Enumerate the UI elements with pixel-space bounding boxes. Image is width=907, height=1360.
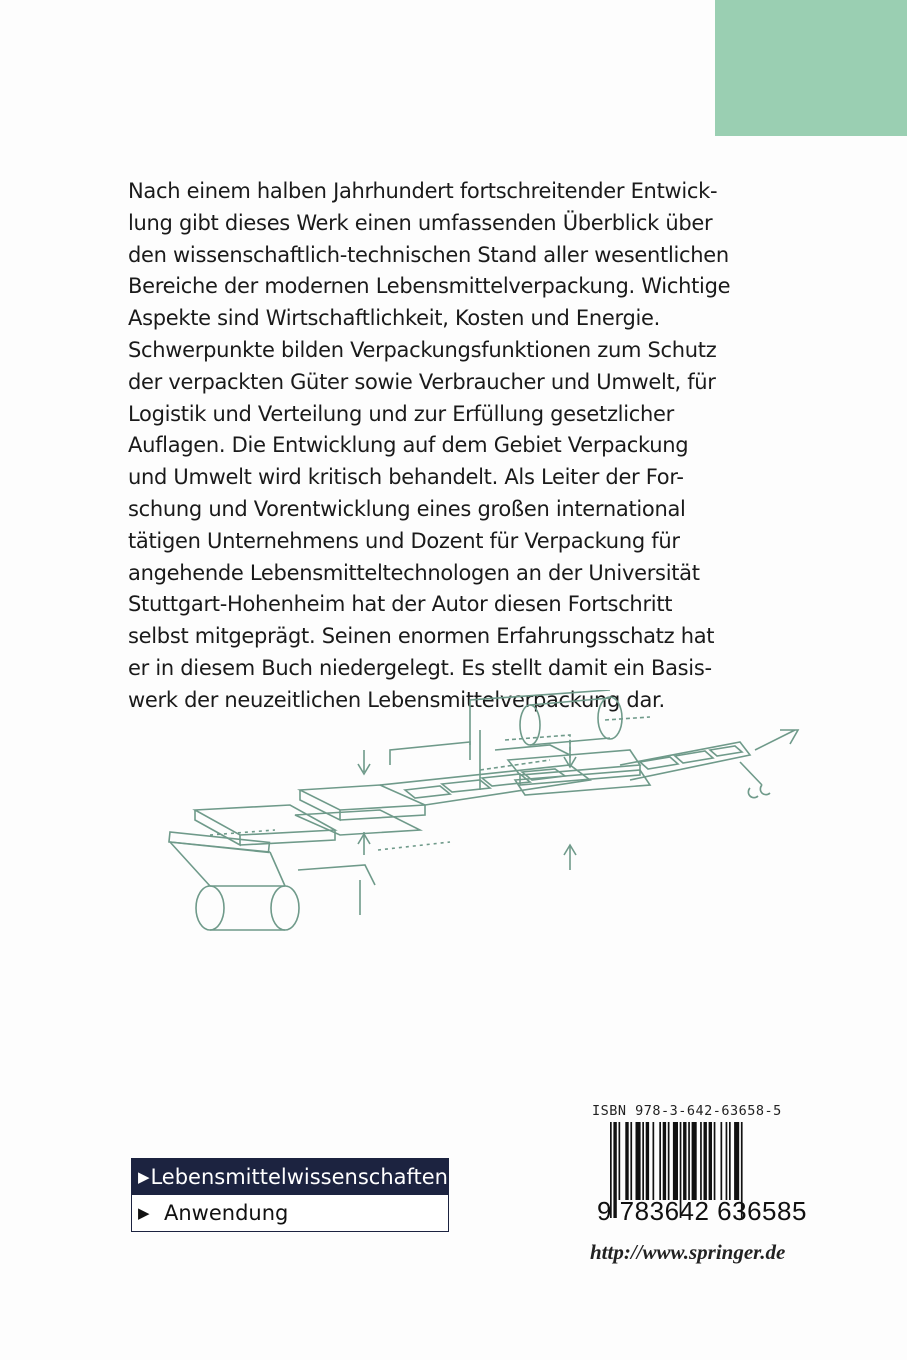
blurb-line: und Umwelt wird kritisch behandelt. Als Leiter der For- — [128, 465, 684, 490]
barcode-bar — [729, 1122, 731, 1200]
barcode-bar — [642, 1122, 644, 1200]
barcode-bar — [636, 1122, 641, 1200]
blurb-line: Aspekte sind Wirtschaftlichkeit, Kosten und Energie. — [128, 306, 661, 331]
barcode-bar — [683, 1122, 686, 1200]
blurb-line: angehende Lebensmitteltechnologen an der Universität — [128, 560, 700, 585]
series-secondary — [132, 1195, 448, 1231]
blurb-line: schung und Vorentwicklung eines großen international — [128, 496, 686, 521]
barcode-bar — [692, 1122, 697, 1200]
barcode-bar — [704, 1122, 707, 1200]
series-secondary-label: Anwendung — [164, 1201, 289, 1225]
barcode-bar — [688, 1122, 690, 1200]
packaging-machine-illustration — [150, 690, 800, 1030]
series-primary — [132, 1159, 448, 1195]
blurb-line: Stuttgart-Hohenheim hat der Autor diesen Fortschritt — [128, 592, 673, 617]
blurb-line: Auflagen. Die Entwicklung auf dem Gebiet Verpackung — [128, 433, 689, 458]
series-primary-label: Lebensmittelwissenschaften — [150, 1165, 448, 1189]
ean-digits: 9 783642 636585 — [597, 1196, 807, 1226]
blurb-line: Logistik und Verteilung und zur Erfüllung gesetzlicher — [128, 401, 674, 426]
blurb-line: selbst mitgeprägt. Seinen enormen Erfahrungsschatz hat — [128, 624, 715, 649]
triangle-right-icon: ▶ — [138, 1168, 150, 1186]
barcode-bar — [673, 1122, 678, 1200]
barcode-bar — [700, 1122, 702, 1200]
barcode-bar — [734, 1122, 739, 1200]
barcode-bar — [714, 1122, 716, 1200]
series-label-box — [131, 1158, 449, 1232]
barcode-bar — [663, 1122, 666, 1200]
barcode-bar — [619, 1122, 621, 1200]
barcode-bar — [653, 1122, 655, 1200]
isbn-text: ISBN 978-3-642-63658-5 — [592, 1103, 782, 1119]
blurb-line: Nach einem halben Jahrhundert fortschreitender Entwick- — [128, 179, 718, 203]
barcode-bar — [659, 1122, 661, 1200]
color-block — [715, 0, 907, 136]
barcode-bar — [709, 1122, 712, 1200]
blurb-line: tätigen Unternehmens und Dozent für Verpackung für — [128, 528, 680, 553]
barcode-bar — [668, 1122, 670, 1200]
blurb-line: werk der neuzeitlichen Lebensmittelverpackung dar. — [128, 687, 665, 712]
blurb-text — [128, 176, 731, 717]
blurb-line: Schwerpunkte bilden Verpackungsfunktionen zum Schutz — [128, 337, 717, 362]
barcode-bar — [726, 1122, 728, 1200]
blurb-line: der verpackten Güter sowie Verbraucher und Umwelt, für — [128, 369, 716, 394]
blurb-line: lung gibt dieses Werk einen umfassenden Überblick über — [128, 210, 713, 235]
barcode-bar — [721, 1122, 723, 1200]
barcode-bar — [630, 1122, 632, 1200]
blurb-line: Bereiche der modernen Lebensmittelverpackung. Wichtige — [128, 274, 731, 299]
blurb-line: er in diesem Buch niedergelegt. Es stellt damit ein Basis- — [128, 655, 712, 680]
blurb-line: den wissenschaftlich-technischen Stand aller wesentlichen — [128, 242, 729, 267]
publisher-url: http://www.springer.de — [590, 1240, 786, 1264]
triangle-right-icon: ▶ — [138, 1204, 150, 1222]
barcode-bar — [625, 1122, 628, 1200]
barcode-bar — [646, 1122, 649, 1200]
